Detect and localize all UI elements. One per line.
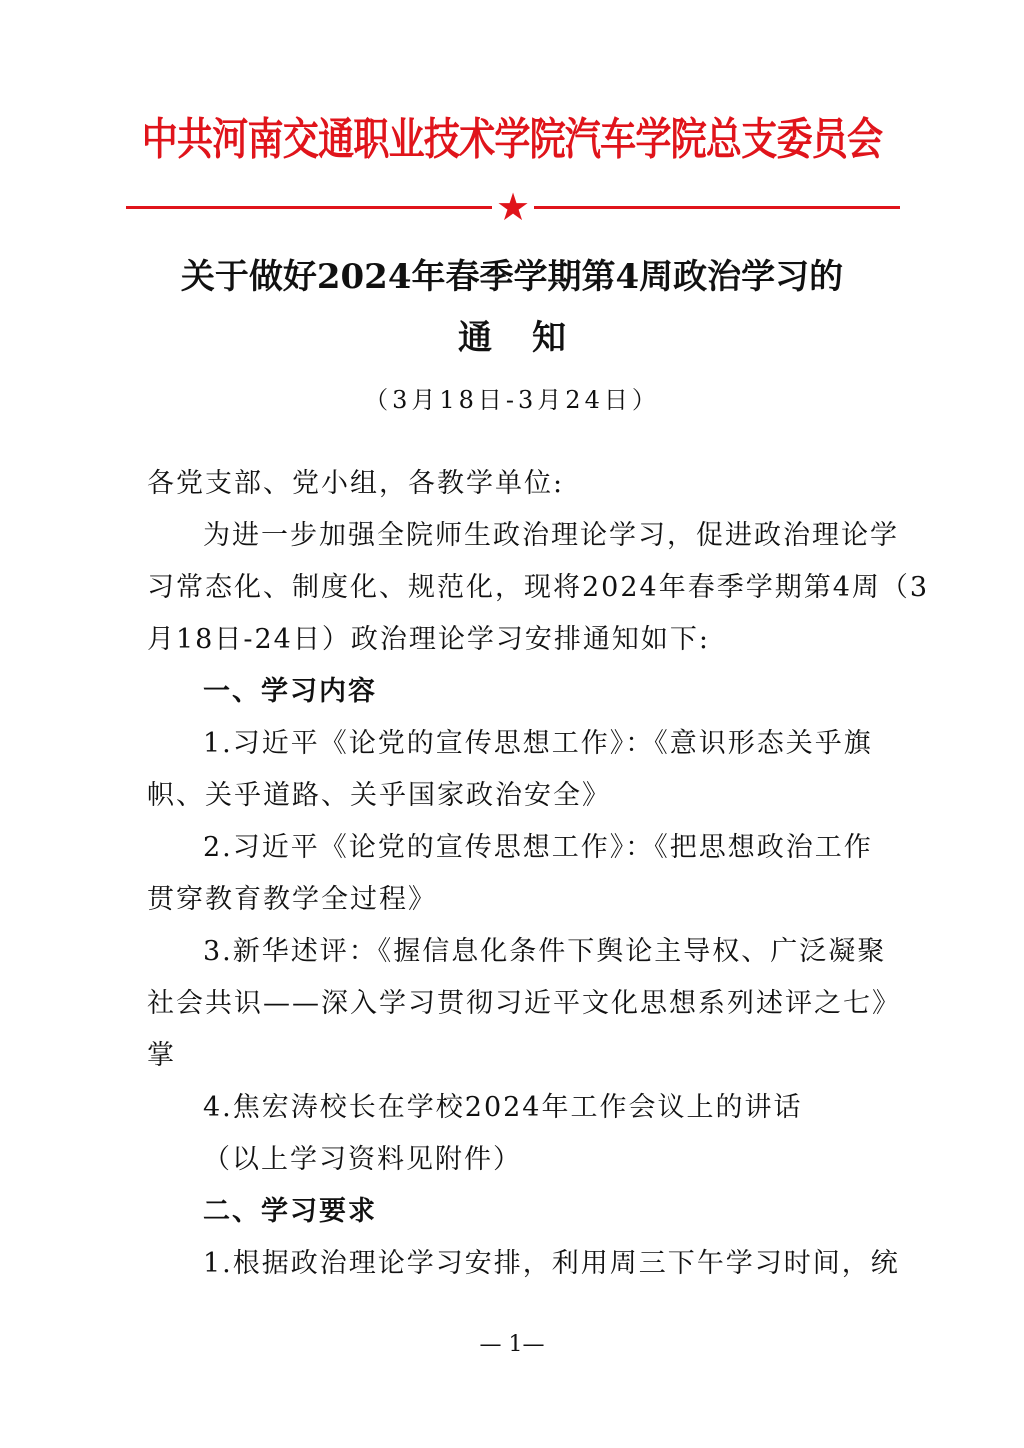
header-divider-left xyxy=(126,206,492,209)
salutation: 各党支部、党小组，各教学单位: xyxy=(147,468,565,499)
header-divider-right xyxy=(534,206,900,209)
intro-line: 习常态化、制度化、规范化，现将2024年春季学期第4周（3 xyxy=(147,572,930,603)
study-item-line: 掌 xyxy=(147,1040,176,1071)
section-heading-requirements: 二、学习要求 xyxy=(203,1196,377,1227)
study-item-line: 1.习近平《论党的宣传思想工作》：《意识形态关乎旗 xyxy=(203,728,873,759)
study-item-line: 4.焦宏涛校长在学校2024年工作会议上的讲话 xyxy=(203,1092,803,1123)
study-item-line: 社会共识——深入学习贯彻习近平文化思想系列述评之七》 xyxy=(147,988,901,1019)
study-item-line: 贯穿教育教学全过程》 xyxy=(147,884,437,915)
study-item-line: 2.习近平《论党的宣传思想工作》：《把思想政治工作 xyxy=(203,832,873,863)
notice-title: 关于做好2024年春季学期第4周政治学习的 xyxy=(180,257,844,297)
intro-line: 月18日-24日）政治理论学习安排通知如下: xyxy=(147,624,710,655)
section-heading-study-content: 一、学习内容 xyxy=(203,676,377,707)
date-range: （3月18日-3月24日） xyxy=(364,386,660,414)
study-item-line: 帜、关乎道路、关乎国家政治安全》 xyxy=(147,780,611,811)
attachment-note: （以上学习资料见附件） xyxy=(203,1144,522,1175)
requirement-line: 1.根据政治理论学习安排，利用周三下午学习时间，统 xyxy=(203,1248,900,1279)
study-item-line: 3.新华述评：《握信息化条件下舆论主导权、广泛凝聚 xyxy=(203,936,887,967)
star-icon: ★ xyxy=(495,185,531,229)
page-number: — 1— xyxy=(479,1332,545,1357)
notice-title-continued: 通知 xyxy=(458,318,606,358)
organization-header: 中共河南交通职业技术学院汽车学院总支委员会 xyxy=(141,114,883,165)
intro-line: 为进一步加强全院师生政治理论学习，促进政治理论学 xyxy=(203,520,899,551)
